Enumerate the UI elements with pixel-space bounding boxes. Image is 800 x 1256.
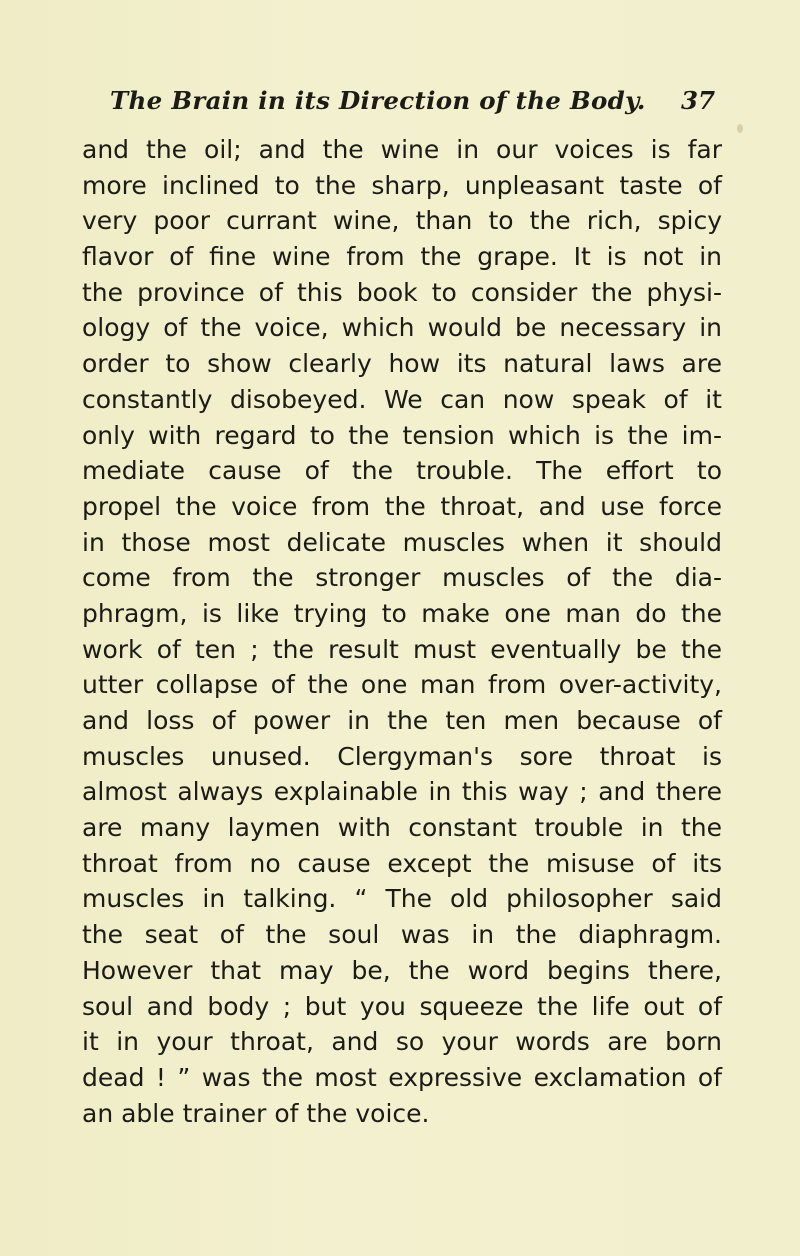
text-line: phragm, is like trying to make one man do the: [82, 598, 722, 628]
running-head: [110, 86, 716, 126]
page-number: 37: [681, 86, 716, 115]
text-line: ology of the voice, which would be necessary in: [82, 313, 722, 343]
text-line: almost always explainable in this way ; and there: [82, 777, 722, 807]
text-line: more inclined to the sharp, unpleasant taste of: [82, 170, 722, 200]
text-line: are many laymen with constant trouble in the: [82, 813, 722, 843]
text-line: it in your throat, and so your words are born: [82, 1027, 722, 1057]
text-line: flavor of fine wine from the grape. It is not in: [82, 242, 722, 272]
text-line: very poor currant wine, than to the rich, spicy: [82, 206, 722, 236]
text-line: an able trainer of the voice.: [82, 1098, 430, 1128]
text-line: soul and body ; but you squeeze the life out of: [82, 991, 722, 1021]
text-line: the seat of the soul was in the diaphragm.: [82, 920, 722, 950]
text-line: mediate cause of the trouble. The effort to: [82, 456, 722, 486]
text-line: work of ten ; the result must eventually be the: [82, 634, 722, 664]
body-text: [82, 132, 722, 1131]
text-line: utter collapse of the one man from over-activity,: [82, 670, 722, 700]
paper-speck: [737, 124, 743, 133]
running-title: The Brain in its Direction of the Body.: [110, 86, 646, 115]
text-line: the province of this book to consider the physi-: [82, 277, 722, 307]
text-line: propel the voice from the throat, and use force: [82, 491, 722, 521]
text-line: and the oil; and the wine in our voices is far: [82, 135, 722, 164]
text-line: only with regard to the tension which is the im-: [82, 420, 722, 450]
text-line: muscles unused. Clergyman's sore throat is: [82, 741, 722, 771]
text-line: and loss of power in the ten men because of: [82, 706, 722, 735]
text-line: dead ! ” was the most expressive exclamation of: [82, 1062, 722, 1092]
text-line: muscles in talking. “ The old philosopher said: [82, 884, 722, 914]
text-line: order to show clearly how its natural laws are: [82, 349, 722, 379]
text-line: in those most delicate muscles when it should: [82, 527, 722, 557]
text-line: throat from no cause except the misuse of its: [82, 848, 722, 878]
text-line: come from the stronger muscles of the dia-: [82, 563, 722, 593]
text-line: constantly disobeyed. We can now speak of it: [82, 384, 722, 414]
text-line: However that may be, the word begins there,: [82, 955, 722, 985]
